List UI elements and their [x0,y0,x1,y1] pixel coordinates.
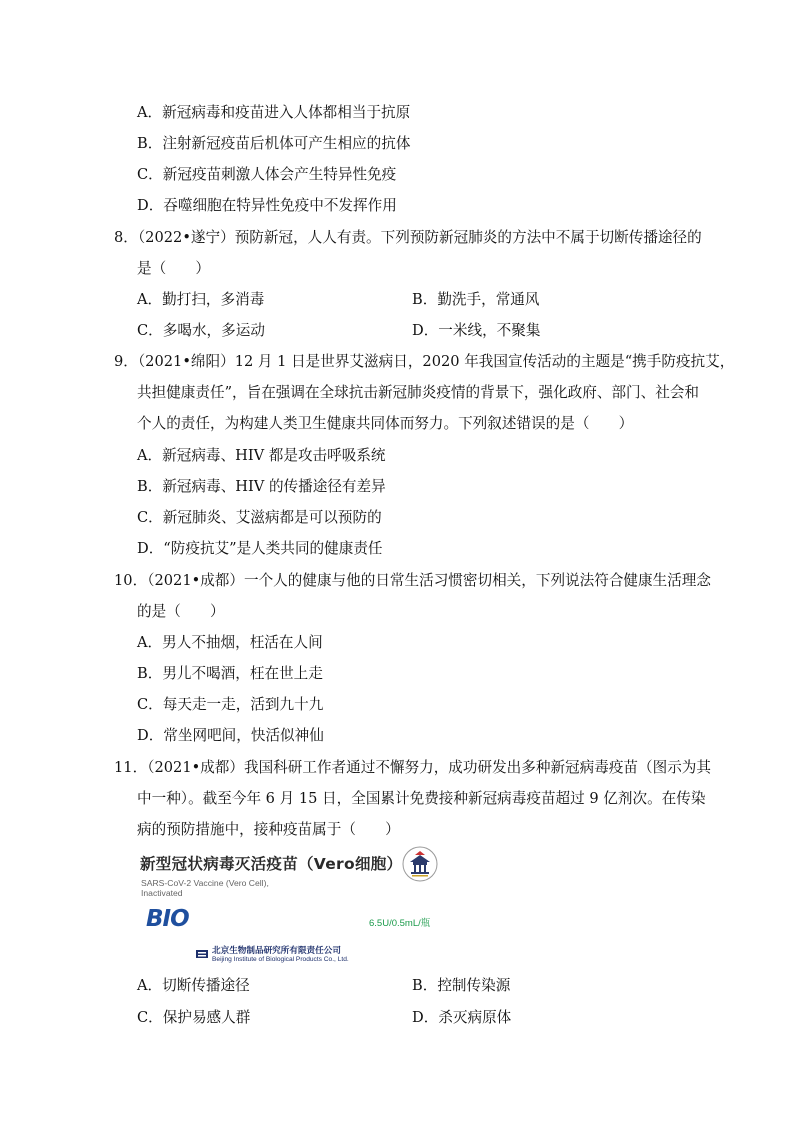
q7-option-c: C．新冠疫苗刺激人体会产生特异性免疫 [137,166,397,183]
q8-option-b: B．勤洗手，常通风 [412,291,540,308]
q11-stem-line2: 中一种）。截至今年 6 月 15 日，全国累计免费接种新冠病毒疫苗超过 9 亿剂次。在传染 [137,790,706,807]
q10-option-d: D．常坐网吧间，快活似神仙 [137,727,324,744]
q8-option-c: C．多喝水，多运动 [137,322,265,339]
q11-option-d: D．杀灭病原体 [412,1009,512,1026]
company-name-cn: 北京生物制品研究所有限责任公司 [212,946,341,956]
q8-stem-line2: 是（ ） [137,260,210,277]
q9-option-d: D．“防疫抗艾”是人类共同的健康责任 [137,540,383,557]
q8-stem-line1: 8．（2022•遂宁）预防新冠，人人有责。下列预防新冠肺炎的方法中不属于切断传播途径的 [114,229,702,246]
q7-option-a: A．新冠病毒和疫苗进入人体都相当于抗原 [137,104,411,121]
q9-stem-line1: 9．（2021•绵阳）12 月 1 日是世界艾滋病日，2020 年我国宣传活动的主题是“携手防疫抗艾， [114,353,735,370]
temple-emblem-icon [402,846,438,882]
q11-stem-line3: 病的预防措施中，接种疫苗属于（ ） [137,821,400,838]
q9-option-b: B．新冠病毒、HIV 的传播途径有差异 [137,478,386,495]
vaccine-subtitle-line1: SARS-CoV-2 Vaccine (Vero Cell), [141,878,269,888]
q11-option-a: A．切断传播途径 [137,977,250,994]
q7-option-b: B．注射新冠疫苗后机体可产生相应的抗体 [137,135,411,152]
q8-option-d: D．一米线，不聚集 [412,322,541,339]
q11-stem-line1: 11．（2021•成都）我国科研工作者通过不懈努力，成功研发出多种新冠病毒疫苗（图示为其 [114,759,711,776]
q9-option-a: A．新冠病毒、HIV 都是攻击呼吸系统 [137,447,386,464]
bio-logo: BIO [146,906,189,932]
q10-option-c: C．每天走一走，活到九十九 [137,696,324,713]
vaccine-title: 新型冠状病毒灭活疫苗（Vero细胞） [140,855,403,873]
q9-option-c: C．新冠肺炎、艾滋病都是可以预防的 [137,509,382,526]
vaccine-subtitle [141,878,269,898]
q7-option-d: D．吞噬细胞在特异性免疫中不发挥作用 [137,197,397,214]
q10-option-b: B．男儿不喝酒，枉在世上走 [137,665,323,682]
q10-stem-line1: 10．（2021•成都）一个人的健康与他的日常生活习惯密切相关，下列说法符合健康生活理念 [114,572,711,589]
q9-stem-line2: 共担健康责任”，旨在强调在全球抗击新冠肺炎疫情的背景下，强化政府、部门、社会和 [137,384,700,401]
q8-option-a: A．勤打扫，多消毒 [137,291,265,308]
q11-option-b: B．控制传染源 [412,977,511,994]
q10-option-a: A．男人不抽烟，枉活在人间 [137,634,323,651]
vaccine-label-image [140,846,440,970]
vaccine-subtitle-line2: Inactivated [141,888,183,898]
vaccine-company [212,946,349,964]
vaccine-dose: 6.5U/0.5mL/瓶 [369,918,431,929]
q11-option-c: C．保护易感人群 [137,1009,251,1026]
q9-stem-line3: 个人的责任，为构建人类卫生健康共同体而努力。下列叙述错误的是（ ） [137,415,634,432]
q10-stem-line2: 的是（ ） [137,603,225,620]
company-logo-icon [195,947,209,961]
company-name-en: Beijing Institute of Biological Products Co., Ltd. [212,956,349,963]
